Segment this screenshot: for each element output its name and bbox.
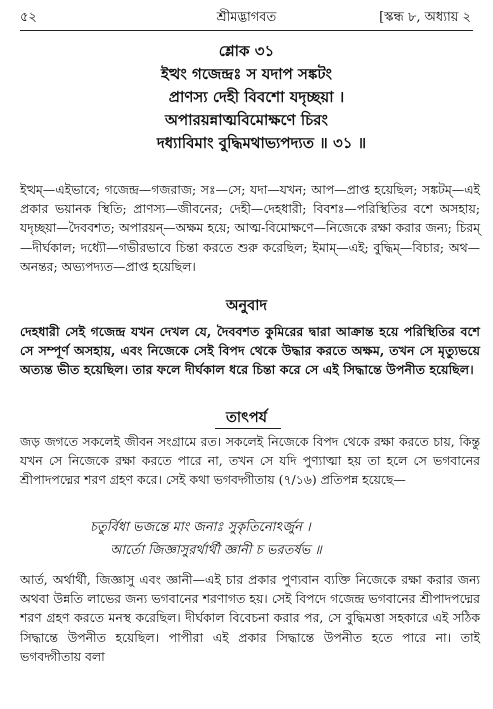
page-number: ৫২	[20, 10, 37, 25]
translation-text: দেহধারী সেই গজেন্দ্র যখন দেখল যে, দৈববশত কুমিরের দ্বারা আক্রান্ত হয়ে পরিস্থিতির বশে সে সম্পূর্ণ অসহায়, এবং নিজেকে সেই বিপদ থেকে উদ্ধার করতে অক্ষম, তখন সে মৃত্যুভয়ে অত্যন্ত ভীত হয়েছিল। তার ফলে দীর্ঘকাল ধরে চিন্তা করে সে এই সিদ্ধান্তে উপনীত হয়েছিল।	[20, 324, 480, 378]
quote-line-2: আর্তো জিজ্ঞাসুরর্থার্থী জ্ঞানী চ ভরতর্ষভ ॥	[110, 543, 322, 558]
book-title: শ্রীমদ্ভাগবত	[216, 10, 277, 25]
synonyms-block	[20, 180, 480, 276]
purport-paragraph-1	[20, 432, 480, 490]
translation-block	[20, 322, 480, 380]
purport-text-1: জড় জগতে সকলেই জীবন সংগ্রামে রত। সকলেই নিজেকে বিপদ থেকে রক্ষা করতে চায়, কিন্তু যখন সে নিজেকে রক্ষা করতে পারে না, তখন সে যদি পুণ্যাত্মা হয় তা হলে সে ভগবানের শ্রীপাদপদ্মের শরণ গ্রহণ করে। সেই কথা ভগবদ্গীতায় (৭/১৬) প্রতিপন্ন হয়েছে—	[20, 434, 480, 488]
chapter-reference: [স্কন্ধ ৮, অধ্যায় ২	[379, 10, 471, 25]
verse-line-3: অপারয়ন্নাত্মবিমোক্ষণে চিরং	[165, 111, 328, 129]
synonyms-text: ইত্থম্—এইভাবে; গজেন্দ্র—গজরাজ; সঃ—সে; যদা—যখন; আপ—প্রাপ্ত হয়েছিল; সঙ্কটম্—এই প্রকার ভয়ানক স্থিতি; প্রাণস্য—জীবনের; দেহী—দেহধারী; বিবশঃ—পরিস্থিতির বশে অসহায়; যদৃচ্ছয়া—দৈববশত; অপারয়ন্—অক্ষম হয়ে; আত্ম-বিমোক্ষণে—নিজেকে রক্ষা করার জন্য; চিরম্—দীর্ঘকাল; দধ্যৌ—গভীরভাবে চিন্তা করতে শুরু করেছিল; ইমাম্—এই; বুদ্ধিম্—বিচার; অথ—অনন্তর; অভ্যপদ্যত—প্রাপ্ত হয়েছিল।	[20, 182, 480, 274]
purport-title-underline	[215, 428, 281, 429]
header-divider	[20, 30, 473, 31]
purport-paragraph-2	[20, 570, 480, 666]
purport-text-2: আর্ত, অর্থার্থী, জিজ্ঞাসু এবং জ্ঞানী—এই চার প্রকার পুণ্যবান ব্যক্তি নিজেকে রক্ষা করার জন্য অথবা উন্নতি লাভের জন্য ভগবানের শরণাগত হয়। সেই বিপদে গজেন্দ্র ভগবানের শ্রীপাদপদ্মের শরণ গ্রহণ করতে মনস্থ করেছিল। দীর্ঘকাল বিবেচনা করার পর, সে বুদ্ধিমত্তা সহকারে এই সঠিক সিদ্ধান্তে উপনীত হয়েছিল। পাপীরা এই প্রকার সিদ্ধান্তে উপনীত হতে পারে না। তাই ভগবদ্গীতায় বলা	[20, 572, 480, 664]
translation-title: অনুবাদ	[225, 297, 268, 314]
purport-title: তাৎপর্য	[225, 409, 268, 426]
verse-line-2: প্রাণস্য দেহী বিবশো যদৃচ্ছয়া ।	[168, 88, 345, 106]
quote-line-1: চতুর্বিধা ভজন্তে মাং জনাঃ সুকৃতিনোঽর্জুন ।	[90, 520, 311, 535]
verse-label: শ্লোক ৩১	[218, 42, 275, 60]
verse-line-1: ইত্থং গজেন্দ্রঃ স যদাপ সঙ্কটং	[161, 65, 332, 83]
verse-line-4: দধ্যাবিমাং বুদ্ধিমথাভ্যপদ্যত ॥ ৩১ ॥	[156, 134, 367, 152]
